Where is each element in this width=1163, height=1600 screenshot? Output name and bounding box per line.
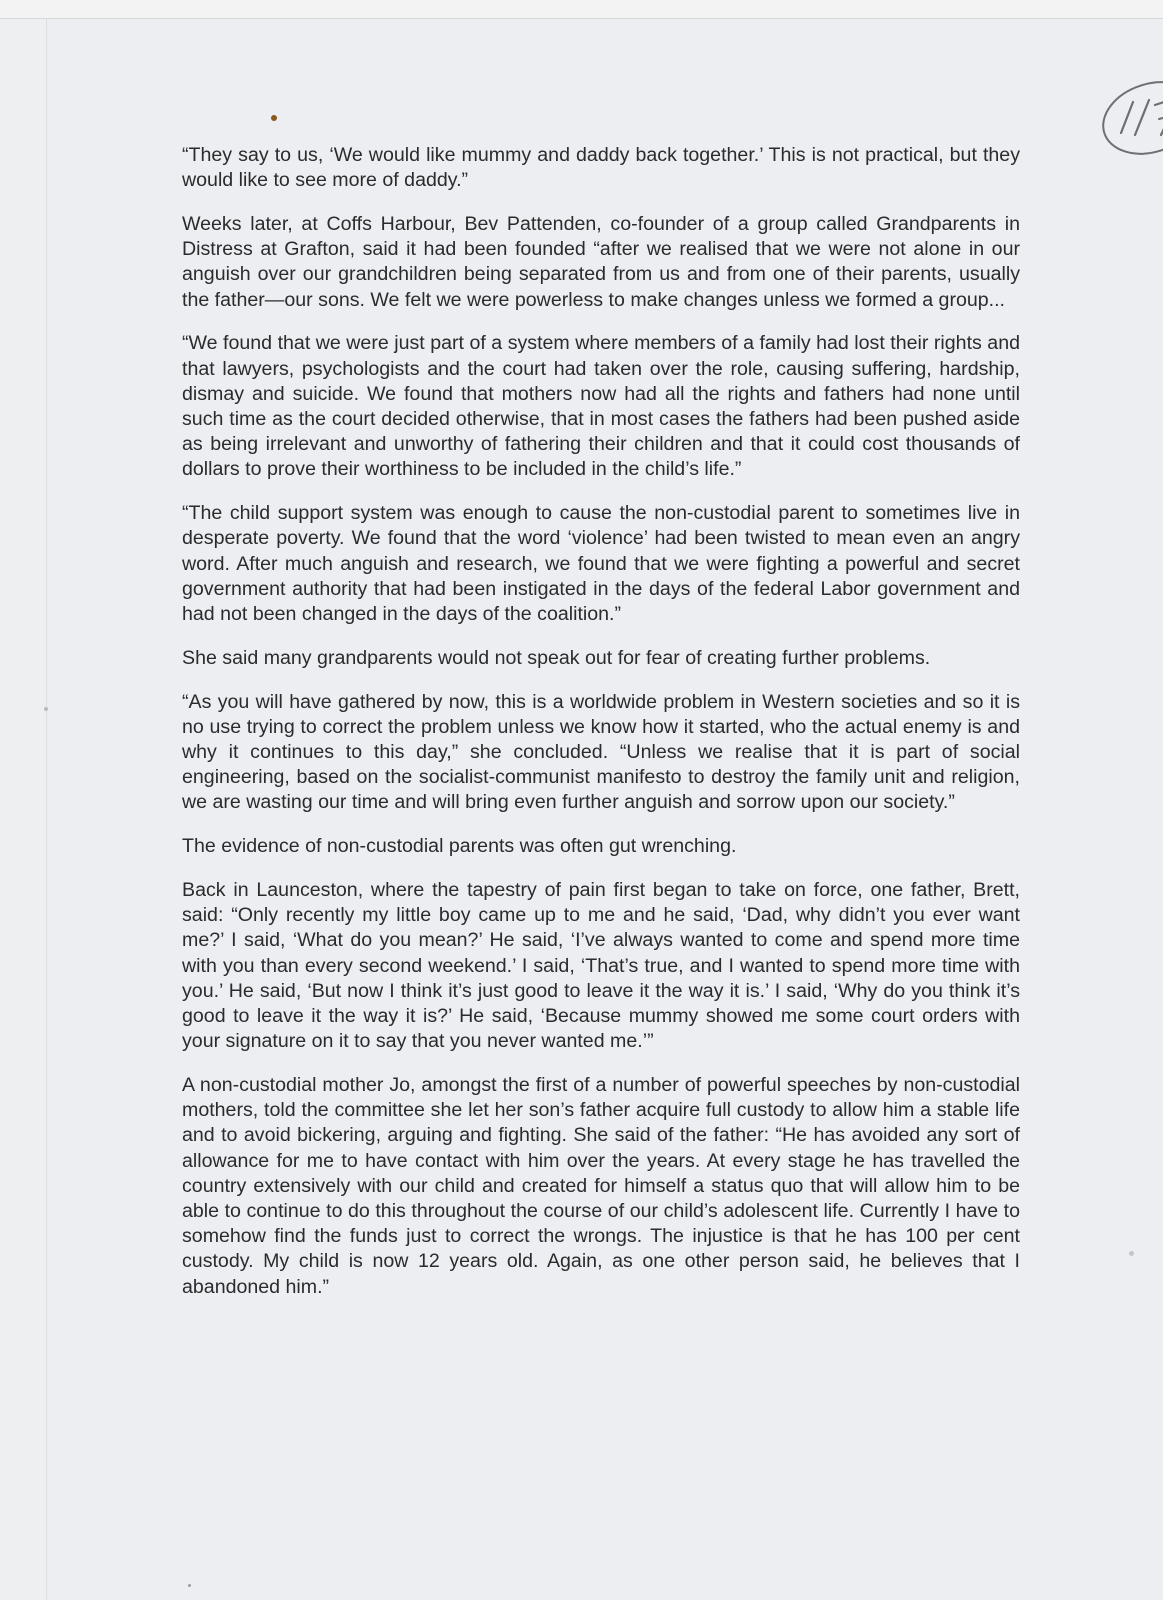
paragraph: Back in Launceston, where the tapestry of pain first began to take on force, one father, Brett, said: “Only recently my little boy came up to me and he said, ‘Dad, why didn’t you ever want me?’ I said, ‘What do you mean?’ He said, ‘I’ve always wanted to come and spend more time with you than every second weekend.’ I said, ‘That’s true, and I wanted to spend more time with you.’ He said, ‘But now I think it’s just good to leave it the way it is.’ I said, ‘Why do you think it’s good to leave it the way it is?’ He said, ‘Because mummy showed me some court orders with your signature on it to say that you never wanted me.’” — [182, 879, 1020, 1053]
circled-page-number-drawing — [1099, 75, 1163, 157]
paragraph: “The child support system was enough to cause the non-custodial parent to sometimes live in desperate poverty. We found that the word ‘violence’ had been twisted to mean even an angry word. After much anguish and research, we found that we were fighting a powerful and secret government authority that had been instigated in the days of the federal Labor government and had not been changed in the days of the coalition.” — [182, 502, 1020, 626]
paragraph: Weeks later, at Coffs Harbour, Bev Pattenden, co-founder of a group called Grandparents in Distress at Grafton, said it had been founded “after we realised that we were not alone in our anguish over our grandchildren being separated from us and from one of their parents, usually the father—our sons. We felt we were powerless to make changes unless we formed a group... — [182, 213, 1020, 311]
paragraph: A non-custodial mother Jo, amongst the first of a number of powerful speeches by non-custodial mothers, told the committee she let her son’s father acquire full custody to allow him a stable life and to avoid bickering, arguing and fighting. She said of the father: “He has avoided any sort of allowance for me to have contact with him over the years. At every stage he has travelled the country extensively with our child and created for himself a status quo that will allow him to be able to continue to do this throughout the course of our child’s adolescent life. Currently I have to somehow find the funds just to correct the wrongs. The injustice is that he has 100 per cent custody. My child is now 12 years old. Again, as one other person said, he believes that I abandoned him.” — [182, 1074, 1020, 1298]
dust-speck — [1129, 1251, 1134, 1256]
article-body — [182, 143, 1020, 1318]
scan-border-top — [0, 0, 1163, 19]
paragraph: “We found that we were just part of a system where members of a family had lost their rights and that lawyers, psychologists and the court had taken over the role, causing suffering, hardship, dismay and suicide. We found that mothers now had all the rights and fathers had none until such time as the court decided otherwise, that in most cases the fathers had been pushed aside as being irrelevant and unworthy of fathering their children and that it could cost thousands of dollars to prove their worthiness to be included in the child’s life.” — [182, 332, 1020, 481]
dust-speck — [44, 707, 48, 711]
paragraph: The evidence of non-custodial parents was often gut wrenching. — [182, 835, 737, 858]
paragraph: “They say to us, ‘We would like mummy and daddy back together.’ This is not practical, but they would like to see more of daddy.” — [182, 144, 1020, 192]
scan-border-left — [0, 0, 46, 1600]
dust-speck — [188, 1584, 191, 1587]
ink-speck — [271, 115, 277, 121]
paragraph: “As you will have gathered by now, this is a worldwide problem in Western societies and so it is no use trying to correct the problem unless we know how it started, who the actual enemy is and why it continues to this day,” she concluded. “Unless we realise that it is part of social engineering, based on the socialist-communist manifesto to destroy the family unit and religion, we are wasting our time and will bring even further anguish and sorrow upon our society.” — [182, 690, 1020, 814]
paragraph: She said many grandparents would not speak out for fear of creating further problems. — [182, 646, 931, 669]
handwritten-page-number — [1099, 75, 1163, 157]
